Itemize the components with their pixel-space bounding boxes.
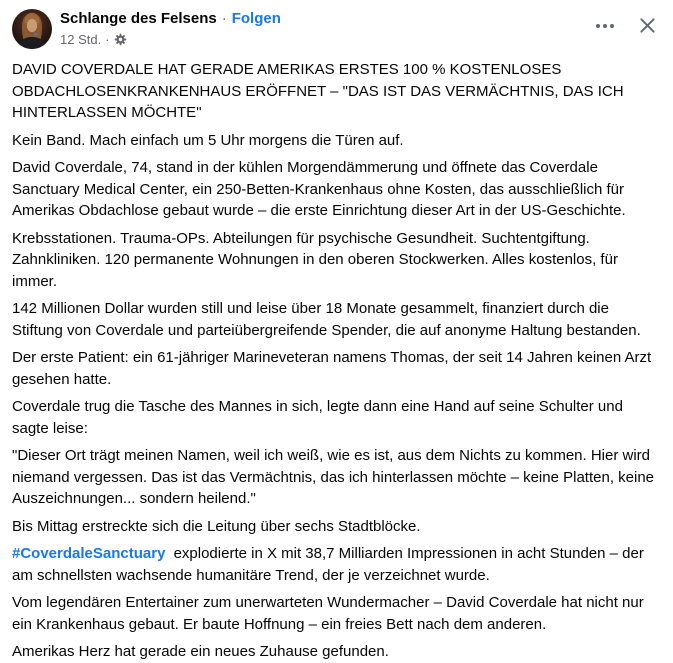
post-paragraph: 142 Millionen Dollar wurden still und leise über 18 Monate gesammelt, finanziert durch die Stiftung von Coverdale und parteiübergreifende Spender, die auf anonyme Haltung bestanden. bbox=[12, 300, 641, 339]
ellipsis-icon bbox=[596, 24, 614, 28]
close-icon bbox=[638, 16, 657, 35]
hashtag-link[interactable]: #CoverdaleSanctuary bbox=[12, 545, 166, 562]
timestamp[interactable]: 12 Std. bbox=[60, 32, 102, 47]
name-row bbox=[60, 9, 592, 29]
more-options-button[interactable] bbox=[592, 20, 618, 32]
author-name[interactable]: Schlange des Felsens bbox=[60, 10, 217, 27]
post-paragraph: Vom legendären Entertainer zum unerwarteten Wundermacher – David Coverdale hat nicht nur ein Krankenhaus gebaut. Er baute Hoffnung – ein freies Bett nach dem anderen. bbox=[12, 594, 648, 633]
name-separator: · bbox=[221, 10, 227, 27]
post-body bbox=[12, 59, 661, 663]
close-button[interactable] bbox=[634, 12, 661, 39]
follow-button[interactable]: Folgen bbox=[231, 10, 281, 27]
post-paragraph: Amerikas Herz hat gerade ein neues Zuhause gefunden. bbox=[12, 643, 389, 660]
post-paragraph: Der erste Patient: ein 61-jähriger Marineveteran namens Thomas, der seit 14 Jahren keinen Arzt gesehen hatte. bbox=[12, 349, 656, 388]
avatar[interactable] bbox=[12, 9, 52, 49]
post-header bbox=[12, 8, 661, 49]
header-text bbox=[60, 8, 592, 48]
post-paragraph: Krebsstationen. Trauma-OPs. Abteilungen für psychische Gesundheit. Suchtentgiftung. Zahnkliniken. 120 permanente Wohnungen in den oberen Stockwerken. Alles kostenlos, für immer. bbox=[12, 229, 623, 290]
time-separator: · bbox=[105, 32, 110, 47]
header-actions bbox=[592, 8, 661, 39]
post-paragraph: David Coverdale, 74, stand in der kühlen Morgendämmerung und öffnete das Coverdale Sanctuary Medical Center, ein 250-Betten-Krankenhaus ohne Kosten, das ausschließlich für Amerikas Obdachlose gebaut wurde – die erste Einrichtung dieser Art in der US-Geschichte. bbox=[12, 159, 628, 219]
post-paragraph: "Dieser Ort trägt meinen Namen, weil ich weiß, wie es ist, aus dem Nichts zu kommen. Hier wird niemand vergessen. Das ist das Vermächtnis, das ich hinterlassen möchte – keine Platten, keine Auszeichnungen... sondern heilend." bbox=[12, 447, 658, 507]
rockstar-portrait-icon bbox=[12, 9, 52, 49]
post-paragraph: Coverdale trug die Tasche des Mannes in sich, legte dann eine Hand auf seine Schulter und sagte leise: bbox=[12, 398, 628, 437]
post-headline: DAVID COVERDALE HAT GERADE AMERIKAS ERSTES 100 % KOSTENLOSES OBDACHLOSENKRANKENHAUS ERÖFFNET – "DAS IST DAS VERMÄCHTNIS, DAS ICH HINTERLASSEN MÖCHTE" bbox=[12, 61, 628, 121]
gear-icon bbox=[114, 33, 127, 46]
hashtag-paragraph-text: explodierte in X mit 38,7 Milliarden Impressionen in acht Stunden – der am schnellsten wachsende humanitäre Trend, der je verzeichnet wurde. bbox=[12, 545, 649, 584]
post-paragraph: Kein Band. Mach einfach um 5 Uhr morgens die Türen auf. bbox=[12, 131, 404, 149]
time-row bbox=[60, 31, 592, 48]
post-paragraph: Bis Mittag erstreckte sich die Leitung über sechs Stadtblöcke. bbox=[12, 517, 421, 535]
post-paragraph-hashtag bbox=[12, 543, 661, 586]
